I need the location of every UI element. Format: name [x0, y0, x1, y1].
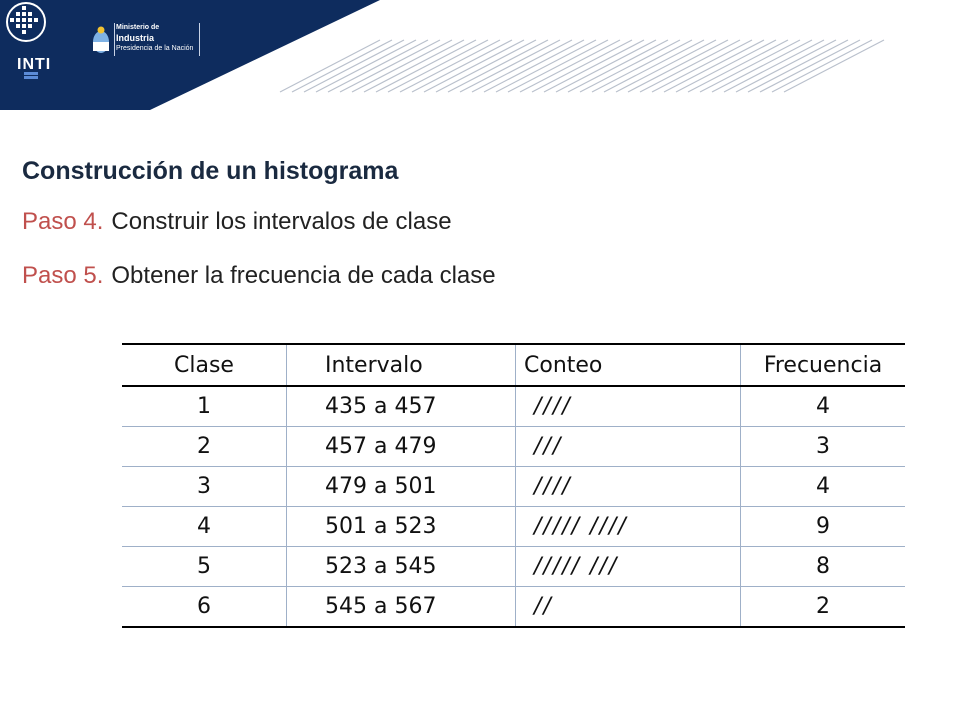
cell-intervalo: 523 a 545: [287, 547, 516, 587]
inti-logo-text: INTI: [17, 56, 52, 73]
step-5: [22, 262, 496, 290]
cell-clase: 5: [122, 547, 287, 587]
cell-frecuencia: 8: [741, 547, 906, 587]
cell-intervalo: 435 a 457: [287, 386, 516, 427]
cell-clase: 6: [122, 587, 287, 628]
table-row: [122, 587, 905, 628]
step-4: [22, 208, 452, 236]
ministry-line3: Presidencia de la Nación: [116, 45, 194, 52]
frequency-table: [122, 343, 905, 628]
coat-of-arms-icon: [92, 25, 110, 55]
cell-frecuencia: 4: [741, 467, 906, 507]
table-row: [122, 427, 905, 467]
cell-clase: 1: [122, 386, 287, 427]
table-row: [122, 507, 905, 547]
cell-frecuencia: 2: [741, 587, 906, 628]
table-row: [122, 386, 905, 427]
header-clase: Clase: [122, 344, 287, 386]
cell-conteo: ////: [516, 467, 741, 507]
ministry-line2: Industria: [116, 33, 155, 43]
table-row: [122, 467, 905, 507]
slide-header: [0, 0, 960, 110]
cell-clase: 3: [122, 467, 287, 507]
table-header-row: [122, 344, 905, 386]
cell-frecuencia: 9: [741, 507, 906, 547]
cell-conteo: ///: [516, 427, 741, 467]
step-5-text: Obtener la frecuencia de cada clase: [111, 262, 496, 289]
slide-title: Construcción de un histograma: [22, 157, 399, 185]
cell-conteo: //: [516, 587, 741, 628]
cell-intervalo: 545 a 567: [287, 587, 516, 628]
cell-frecuencia: 3: [741, 427, 906, 467]
cell-clase: 2: [122, 427, 287, 467]
step-4-text: Construir los intervalos de clase: [111, 208, 452, 235]
cell-intervalo: 501 a 523: [287, 507, 516, 547]
cell-frecuencia: 4: [741, 386, 906, 427]
cell-conteo: ///// ////: [516, 507, 741, 547]
cell-conteo: ////: [516, 386, 741, 427]
header-frecuencia: Frecuencia: [741, 344, 906, 386]
cell-intervalo: 479 a 501: [287, 467, 516, 507]
header-intervalo: Intervalo: [287, 344, 516, 386]
ministry-line1: Ministerio de: [116, 24, 160, 31]
step-4-label: Paso 4.: [22, 208, 104, 235]
cell-clase: 4: [122, 507, 287, 547]
cell-conteo: ///// ///: [516, 547, 741, 587]
header-conteo: Conteo: [516, 344, 741, 386]
cell-intervalo: 457 a 479: [287, 427, 516, 467]
step-5-label: Paso 5.: [22, 262, 104, 289]
table-row: [122, 547, 905, 587]
ministry-logo: [92, 22, 202, 58]
